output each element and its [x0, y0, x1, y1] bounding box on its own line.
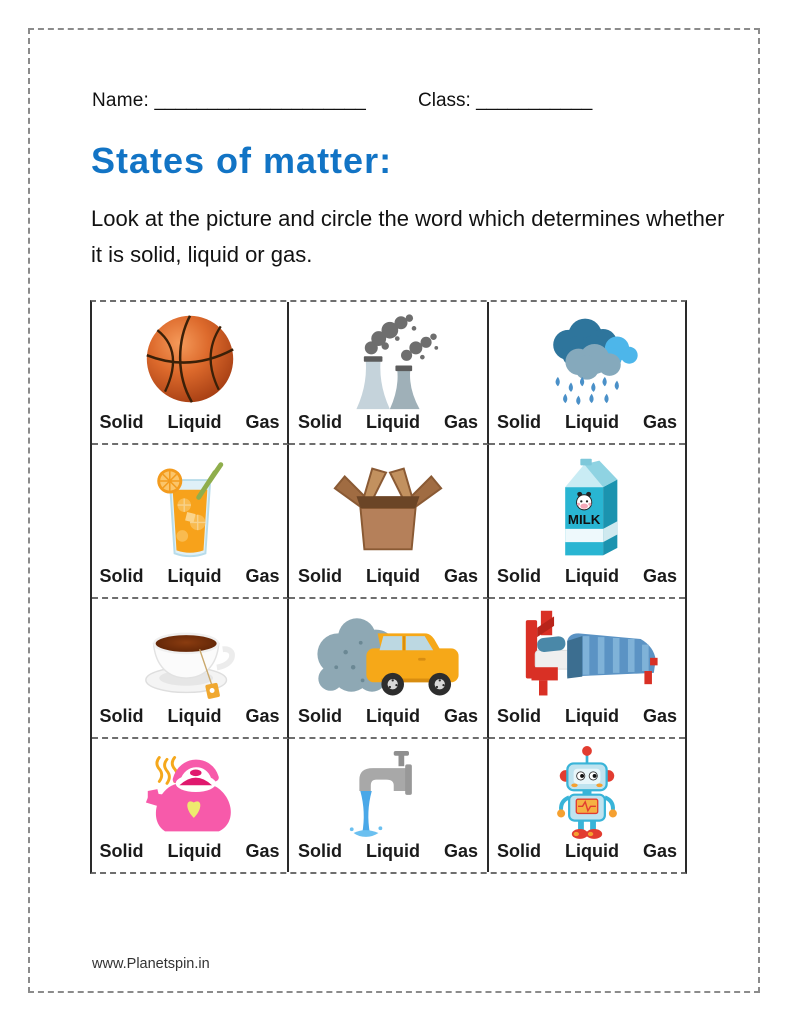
page-title: States of matter:	[91, 140, 393, 181]
option-liquid[interactable]: Liquid	[167, 412, 222, 432]
option-liquid[interactable]: Liquid	[167, 841, 222, 861]
grid-cell-orange-juice	[92, 445, 289, 599]
option-gas[interactable]: Gas	[443, 412, 478, 432]
option-solid[interactable]: Solid	[99, 841, 144, 861]
option-solid[interactable]: Solid	[297, 841, 342, 861]
grid-cell-tap	[289, 739, 489, 872]
option-solid[interactable]: Solid	[99, 706, 144, 726]
grid-cell-rain-cloud	[489, 302, 685, 445]
option-liquid[interactable]: Liquid	[564, 566, 619, 586]
option-gas[interactable]: Gas	[443, 841, 478, 861]
option-gas[interactable]: Gas	[642, 566, 677, 586]
option-liquid[interactable]: Liquid	[564, 412, 619, 432]
grid-cell-tea-cup	[92, 599, 289, 739]
option-solid[interactable]: Solid	[496, 566, 541, 586]
option-solid[interactable]: Solid	[297, 412, 342, 432]
option-liquid[interactable]: Liquid	[564, 706, 619, 726]
orange-juice-glass-image	[92, 445, 287, 566]
name-field[interactable]	[92, 90, 366, 112]
option-gas[interactable]: Gas	[245, 566, 280, 586]
cardboard-box-image	[289, 445, 487, 566]
option-gas[interactable]: Gas	[443, 566, 478, 586]
option-solid[interactable]: Solid	[297, 566, 342, 586]
option-solid[interactable]: Solid	[496, 706, 541, 726]
svg-text:MILK: MILK	[567, 511, 601, 527]
grid-cell-milk-carton	[489, 445, 685, 599]
option-solid[interactable]: Solid	[297, 706, 342, 726]
option-gas[interactable]: Gas	[245, 706, 280, 726]
option-gas[interactable]: Gas	[245, 841, 280, 861]
basketball-image	[92, 302, 287, 412]
option-liquid[interactable]: Liquid	[564, 841, 619, 861]
cooling-towers-smoke-image	[289, 302, 487, 412]
option-liquid[interactable]: Liquid	[167, 566, 222, 586]
grid-cell-cardboard-box	[289, 445, 489, 599]
class-label: Class:	[418, 90, 471, 111]
grid-cell-car-smoke	[289, 599, 489, 739]
option-liquid[interactable]: Liquid	[365, 566, 420, 586]
option-solid[interactable]: Solid	[99, 412, 144, 432]
option-solid[interactable]: Solid	[99, 566, 144, 586]
name-blank-line[interactable]: ____________________	[154, 90, 366, 111]
option-gas[interactable]: Gas	[443, 706, 478, 726]
option-solid[interactable]: Solid	[496, 412, 541, 432]
option-gas[interactable]: Gas	[642, 706, 677, 726]
grid-cell-kettle	[92, 739, 289, 872]
robot-image	[489, 739, 685, 841]
option-solid[interactable]: Solid	[496, 841, 541, 861]
grid-cell-robot	[489, 739, 685, 872]
option-liquid[interactable]: Liquid	[167, 706, 222, 726]
instructions-text: Look at the picture and circle the word which determines whether it is solid, liquid or gas.	[91, 206, 725, 267]
states-of-matter-grid	[90, 300, 687, 874]
rain-cloud-image	[489, 302, 685, 412]
tea-cup-image	[92, 599, 287, 706]
name-label: Name:	[92, 90, 149, 111]
website-footer: www.Planetspin.in	[92, 956, 210, 972]
bed-image	[489, 599, 685, 706]
option-liquid[interactable]: Liquid	[365, 841, 420, 861]
option-gas[interactable]: Gas	[245, 412, 280, 432]
car-exhaust-smoke-image	[289, 599, 487, 706]
option-liquid[interactable]: Liquid	[365, 706, 420, 726]
option-gas[interactable]: Gas	[642, 412, 677, 432]
grid-cell-bed	[489, 599, 685, 739]
option-gas[interactable]: Gas	[642, 841, 677, 861]
grid-cell-cooling-towers	[289, 302, 489, 445]
class-field[interactable]	[418, 90, 592, 112]
milk-carton-image	[489, 445, 685, 566]
running-tap-water-image	[289, 739, 487, 841]
grid-cell-basketball	[92, 302, 289, 445]
class-blank-line[interactable]: ___________	[476, 90, 593, 111]
kettle-steam-image	[92, 739, 287, 841]
option-liquid[interactable]: Liquid	[365, 412, 420, 432]
